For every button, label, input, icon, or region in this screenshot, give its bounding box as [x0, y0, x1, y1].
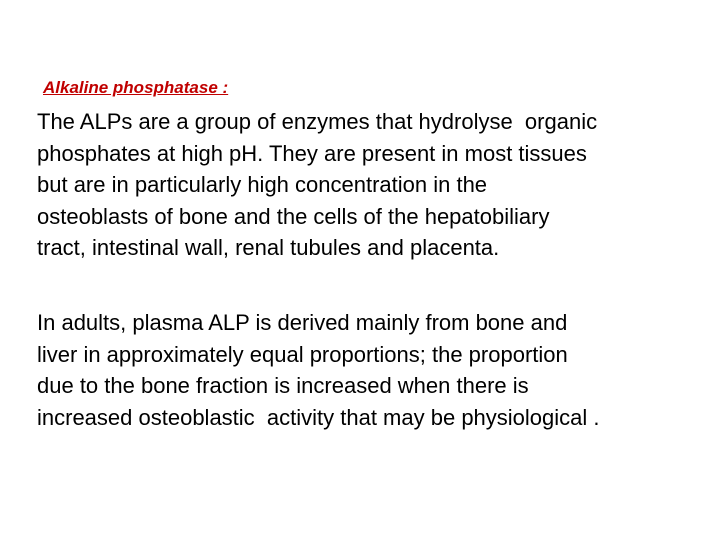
paragraph-alp-adults	[37, 307, 697, 433]
paragraph-line: The ALPs are a group of enzymes that hydrolyse organic	[37, 109, 598, 134]
paragraph-line: osteoblasts of bone and the cells of the hepatobiliary	[37, 203, 550, 229]
paragraph-line: liver in approximately equal proportions; the proportion	[37, 341, 568, 367]
slide-heading: Alkaline phosphatase :	[43, 78, 229, 97]
paragraph-line: tract, intestinal wall, renal tubules and placenta.	[37, 235, 500, 260]
paragraph-line: but are in particularly high concentration in the	[37, 172, 488, 197]
paragraph-line: phosphates at high pH. They are present in most tissues	[37, 140, 587, 166]
paragraph-line: due to the bone fraction is increased when there is	[37, 373, 529, 398]
paragraph-alp-definition	[37, 106, 697, 264]
paragraph-line: increased osteoblastic activity that may be physiological .	[37, 404, 600, 430]
paragraph-line: In adults, plasma ALP is derived mainly from bone and	[37, 310, 568, 335]
